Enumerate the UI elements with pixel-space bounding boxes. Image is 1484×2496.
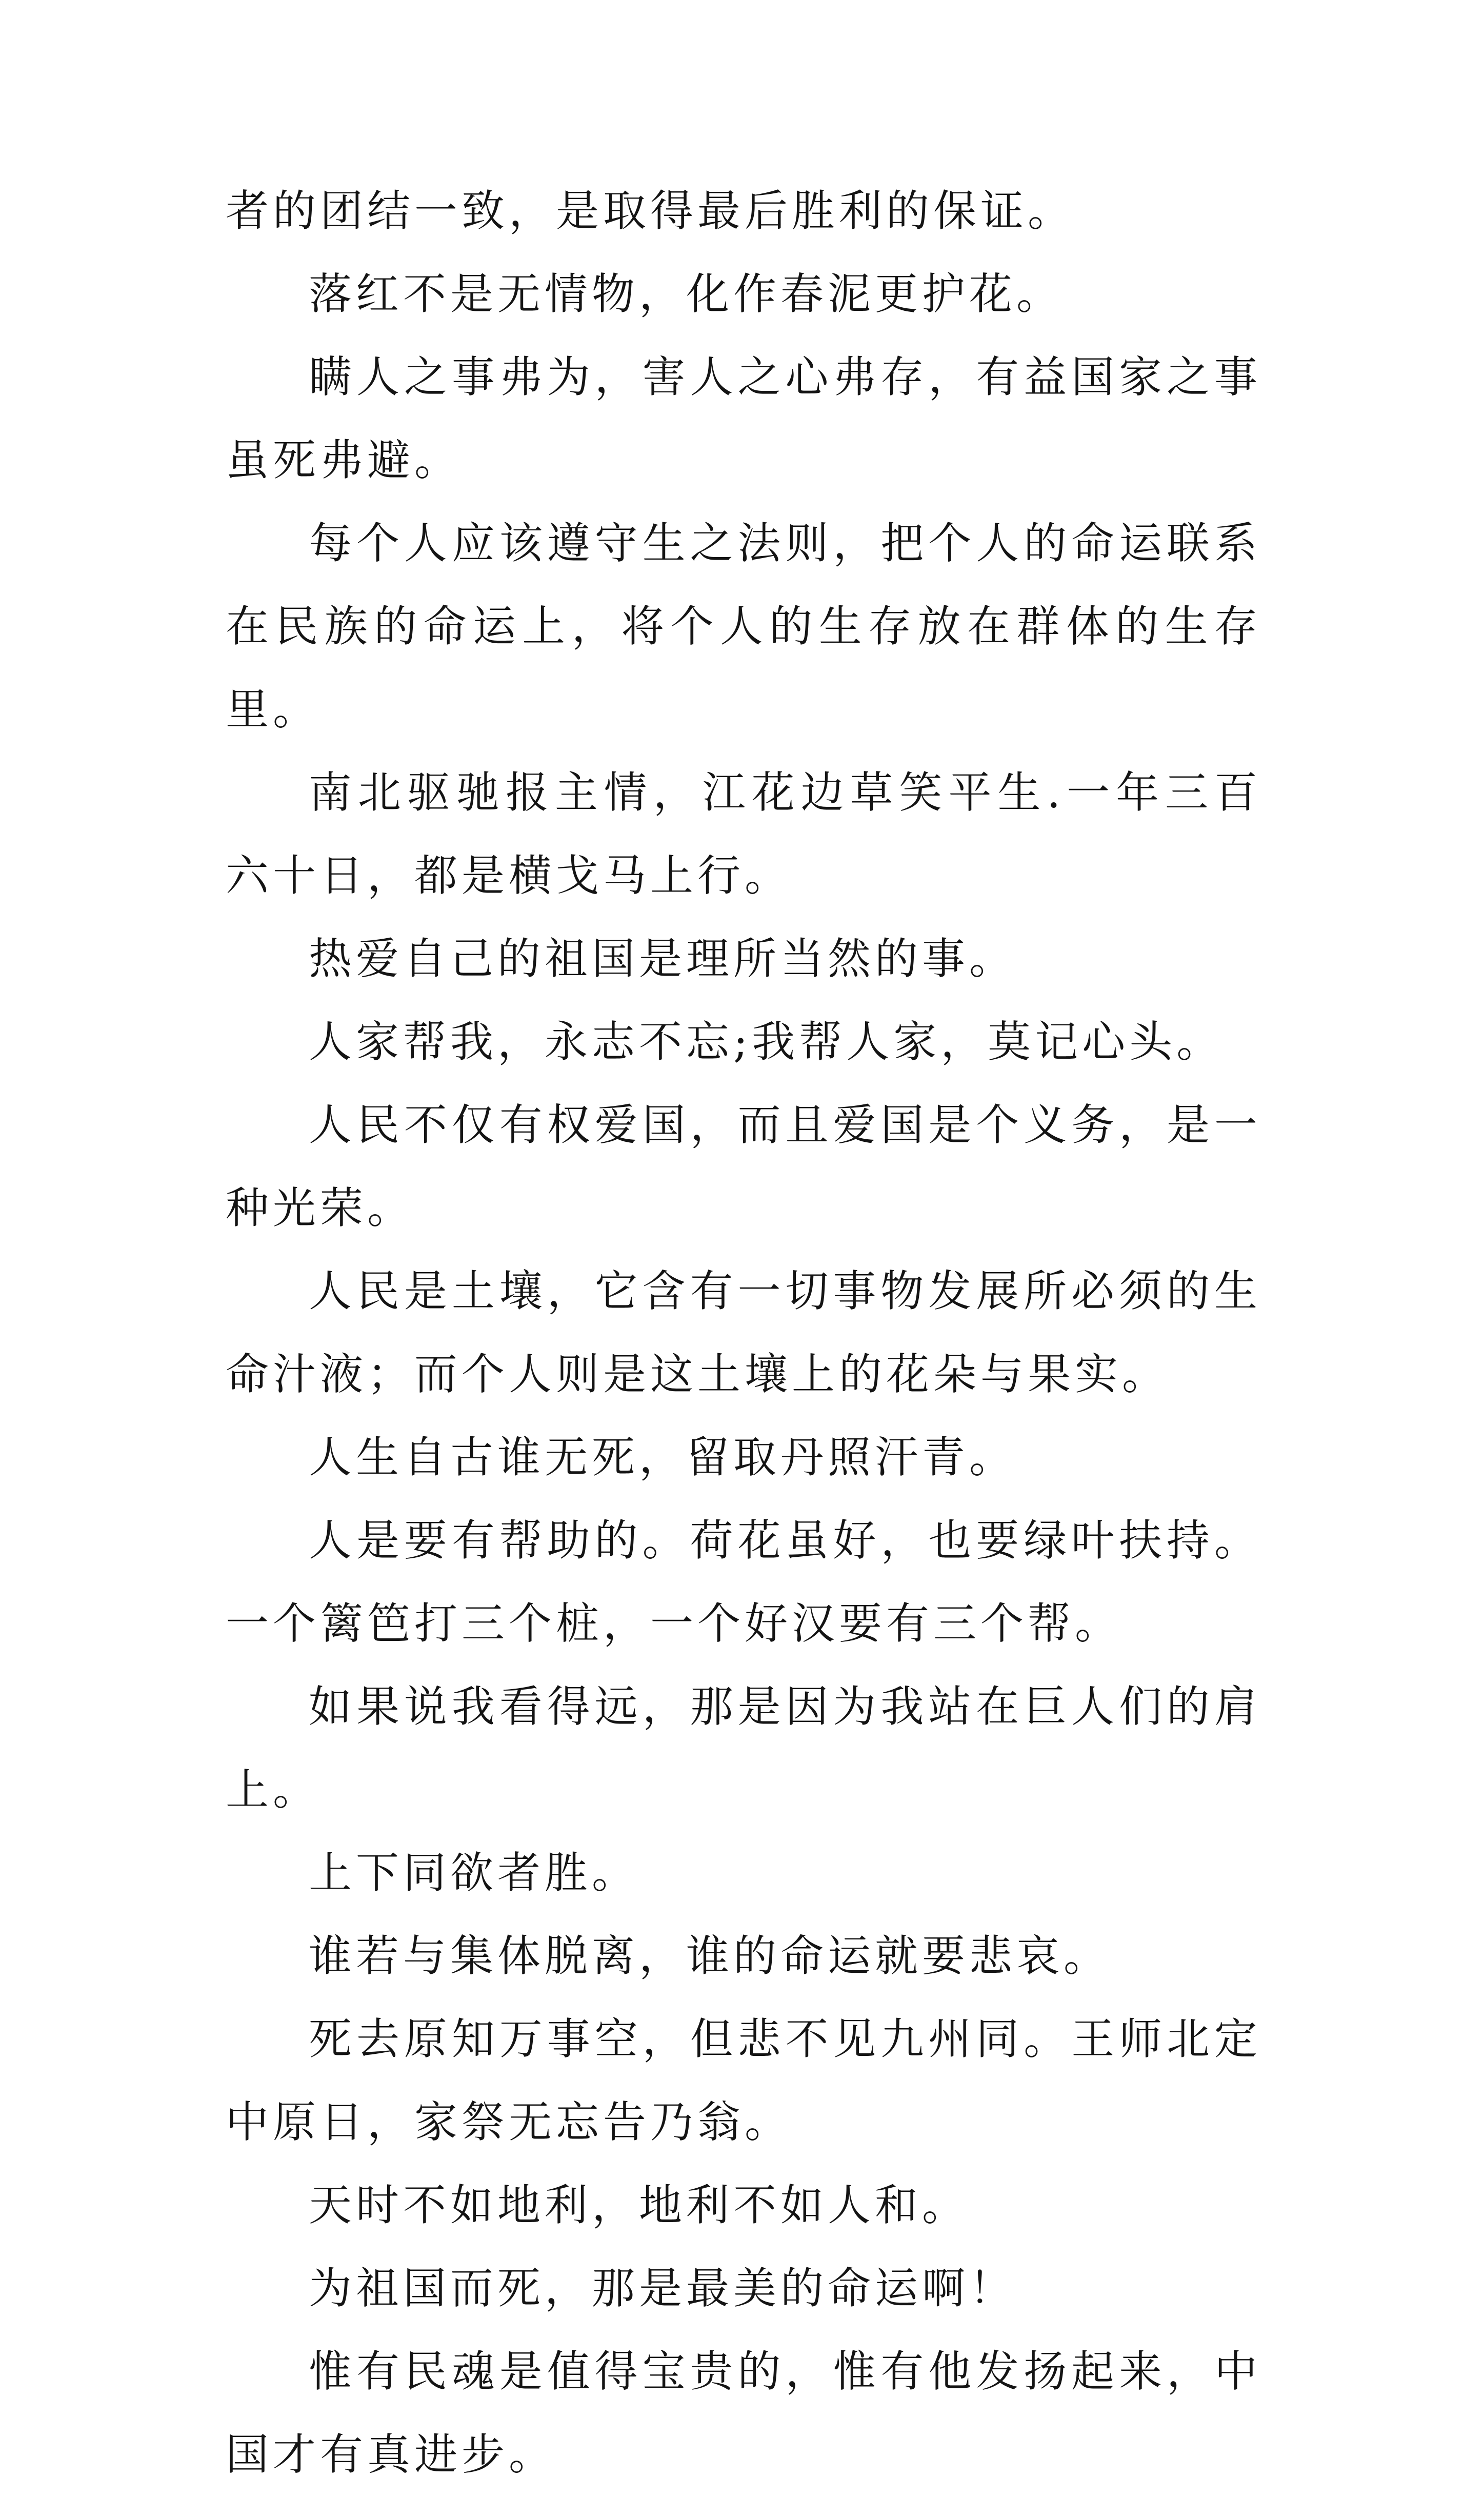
paragraph: 人生自古谁无死，留取丹照汗青。 — [309, 1432, 1017, 1482]
paragraph: 人民不仅有权爱国，而且爱国是个义务，是一种光荣。 — [226, 1100, 1261, 1233]
paragraph: 南北驱驰报主情，江花边草笑平生.一年三百六十日，都是横戈马上行。 — [226, 767, 1261, 901]
paragraph: 如果说我看得远，那是因为我站在巨人们的肩上。 — [226, 1681, 1261, 1815]
document-body — [226, 169, 1261, 2496]
paragraph: 为祖国而死，那是最美的命运啊！ — [309, 2263, 1017, 2313]
paragraph: 天时不如地利，地利不如人和。 — [309, 2180, 970, 2230]
paragraph: 瞒人之事弗为，害人之心弗存，有益国家之事虽死弗避。 — [226, 352, 1261, 485]
paragraph: 热爱自己的祖国是理所当然的事。 — [309, 934, 1017, 984]
paragraph: 惟有民魂是值得宝贵的，惟有他发扬起来，中国才有真进步。 — [226, 2346, 1261, 2480]
paragraph: 谁若与集体脱离，谁的命运就要悲哀。 — [309, 1931, 1111, 1981]
paragraph: 落红不是无情物，化作春泥更护花。 — [309, 269, 1064, 319]
paragraph: 人民是土壤，它含有一切事物发展所必须的生命汁液；而个人则是这土壤上的花朵与果实。 — [226, 1266, 1261, 1399]
paragraph: 上下同欲者胜。 — [309, 1848, 639, 1898]
paragraph: 人家帮我，永志不忘;我帮人家，莫记心头。 — [309, 1017, 1224, 1067]
paragraph: 人是要有帮助的。荷花虽好，也要绿叶扶持。一个篱笆打三个桩，一个好汉要有三个帮。 — [226, 1515, 1261, 1649]
paragraph: 者的团结一致，是取得最后胜利的保证。 — [226, 186, 1075, 236]
paragraph: 死去原知万事空，但悲不见九州同。王师北定中原日，家祭无忘告乃翁。 — [226, 2014, 1261, 2147]
paragraph: 每个人应该遵守生之法则，把个人的命运联系在民族的命运上，将个人的生存放在群体的生存里。 — [226, 518, 1261, 735]
